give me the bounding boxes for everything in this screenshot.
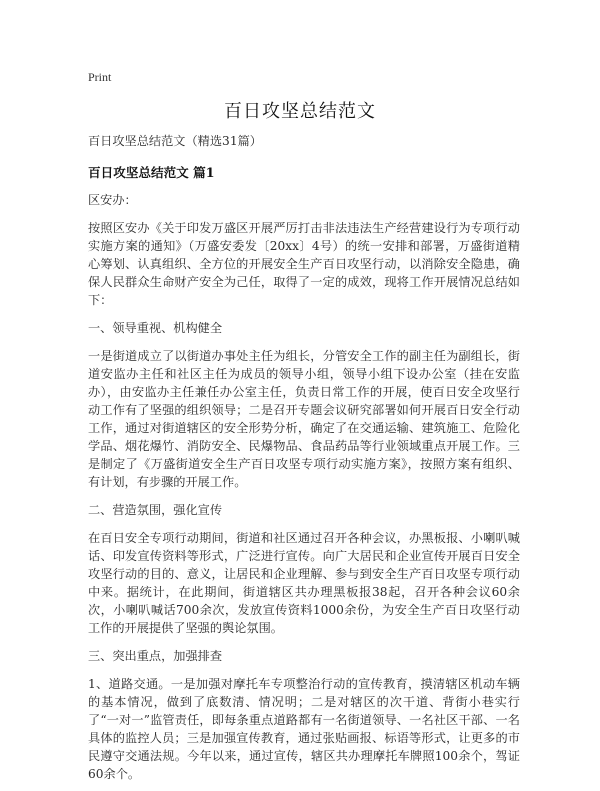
document-body <box>88 132 520 791</box>
document-subtitle: 百日攻坚总结范文（精选31篇） <box>88 134 262 148</box>
heading-publicity: 二、营造氛围，强化宣传 <box>88 503 223 517</box>
heading-inspection: 三、突出重点，加强排查 <box>88 649 223 663</box>
leadership-paragraph: 一是街道成立了以街道办事处主任为组长，分管安全工作的副主任为副组长，街道安监办主任和社区主任为成员的领导小组，领导小组下设办公室（挂在安监办），由安监办主任兼任办公室主任，负责日常工作的开展，使百日安全攻坚行动工作有了坚强的组织领导；二是召开专题会议研究部署如何开展百日安全行动工作，通过对街道辖区的安全形势分析，确定了在交通运输、建筑施工、危险化学品、烟花爆竹、消防安全、民爆物品、食品药品等行业领域重点开展工作。三是制定了《万盛街道安全生产百日攻坚专项行动实施方案》，按照方案有组织、有计划，有步骤的开展工作。 <box>88 349 520 489</box>
intro-paragraph: 按照区安办《关于印发万盛区开展严厉打击非法违法生产经营建设行为专项行动实施方案的通知》（万盛安委发〔20xx〕4号）的统一安排和部署，万盛街道精心筹划、认真组织、全方位的开展安全生产百日攻坚行动，以消除安全隐患，确保人民群众生命财产安全为己任，取得了一定的成效，现将工作开展情况总结如下： <box>88 221 520 307</box>
heading-leadership: 一、领导重视、机构健全 <box>88 321 223 335</box>
print-link[interactable]: Print <box>88 70 112 84</box>
page-title: 百日攻坚总结范文 <box>224 101 376 122</box>
salutation: 区安办： <box>88 193 137 207</box>
section-title: 百日攻坚总结范文 篇1 <box>88 165 215 180</box>
publicity-paragraph: 在百日安全专项行动期间，街道和社区通过召开各种会议，办黑板报、小喇叭喊话、印发宣传资料等形式，广泛进行宣传。向广大居民和企业宣传开展百日安全攻坚行动的目的、意义，让居民和企业理解、参与到安全生产百日攻坚专项行动中来。据统计，在此期间，街道辖区共办理黑板报38起，召开各种会议60余次，小喇叭喊话700余次，发放宣传资料1000余份，为安全生产百日攻坚行动工作的开展提供了坚强的舆论氛围。 <box>88 531 520 635</box>
traffic-paragraph: 1、道路交通。一是加强对摩托车专项整治行动的宣传教育，摸清辖区机动车辆的基本情况，做到了底数清、情况明；二是对辖区的次干道、背街小巷实行了“一对一”监管责任，即每条重点道路都有一名街道领导、一名社区干部、一名具体的监控人员；三是加强宣传教育，通过张贴画报、标语等形式，让更多的市民遵守交通法规。今年以来，通过宣传，辖区共办理摩托车牌照100余个，驾证60余个。 <box>88 677 520 781</box>
